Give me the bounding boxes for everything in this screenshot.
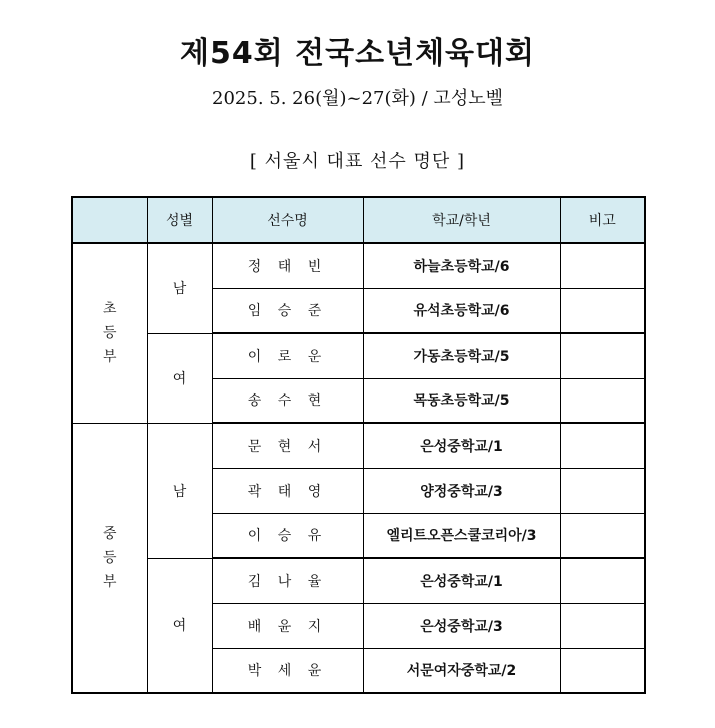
header-division: [72, 197, 147, 243]
remarks-cell: [560, 468, 645, 513]
header-gender: 성별: [147, 197, 212, 243]
player-name: 문 현 서: [212, 423, 363, 468]
player-name: 송 수 현: [212, 378, 363, 423]
player-name: 임 승 준: [212, 288, 363, 333]
section-title: [ 서울시 대표 선수 명단 ]: [249, 151, 466, 172]
header-row: [72, 197, 645, 243]
header-remarks: 비고: [560, 197, 645, 243]
roster-table: [71, 196, 646, 694]
gender-cell: 여: [147, 333, 212, 423]
document-title: 제54회 전국소년체육대회: [180, 36, 535, 71]
school-grade: 양정중학교/3: [363, 468, 560, 513]
remarks-cell: [560, 513, 645, 558]
school-grade: 유석초등학교/6: [363, 288, 560, 333]
remarks-cell: [560, 648, 645, 693]
division-label-char: 부: [102, 349, 117, 366]
school-grade: 은성중학교/1: [363, 423, 560, 468]
division-middle-school: [72, 423, 147, 693]
player-name: 배 윤 지: [212, 603, 363, 648]
player-name: 이 로 운: [212, 333, 363, 378]
school-grade: 엘리트오픈스쿨코리아/3: [363, 513, 560, 558]
gender-cell: 남: [147, 243, 212, 333]
school-grade: 은성중학교/1: [363, 558, 560, 603]
school-grade: 은성중학교/3: [363, 603, 560, 648]
division-label-char: 부: [102, 573, 117, 590]
gender-cell: 여: [147, 558, 212, 693]
division-elementary: [72, 243, 147, 423]
remarks-cell: [560, 603, 645, 648]
header-player-name: 선수명: [212, 197, 363, 243]
player-name: 곽 태 영: [212, 468, 363, 513]
player-name: 이 승 유: [212, 513, 363, 558]
table-row: [72, 243, 645, 288]
player-name: 정 태 빈: [212, 243, 363, 288]
player-name: 박 세 윤: [212, 648, 363, 693]
school-grade: 하늘초등학교/6: [363, 243, 560, 288]
school-grade: 가동초등학교/5: [363, 333, 560, 378]
division-label-char: 초: [102, 301, 117, 318]
table-row: [72, 333, 645, 378]
remarks-cell: [560, 558, 645, 603]
event-date-venue: 2025. 5. 26(월)~27(화) / 고성노벨: [212, 88, 503, 109]
remarks-cell: [560, 243, 645, 288]
remarks-cell: [560, 378, 645, 423]
gender-cell: 남: [147, 423, 212, 558]
division-label-char: 등: [102, 325, 117, 342]
table-row: [72, 558, 645, 603]
division-label-char: 중: [102, 525, 117, 542]
player-name: 김 나 율: [212, 558, 363, 603]
remarks-cell: [560, 333, 645, 378]
school-grade: 목동초등학교/5: [363, 378, 560, 423]
division-label-char: 등: [102, 549, 117, 566]
header-school-grade: 학교/학년: [363, 197, 560, 243]
remarks-cell: [560, 288, 645, 333]
remarks-cell: [560, 423, 645, 468]
school-grade: 서문여자중학교/2: [363, 648, 560, 693]
table-row: [72, 423, 645, 468]
